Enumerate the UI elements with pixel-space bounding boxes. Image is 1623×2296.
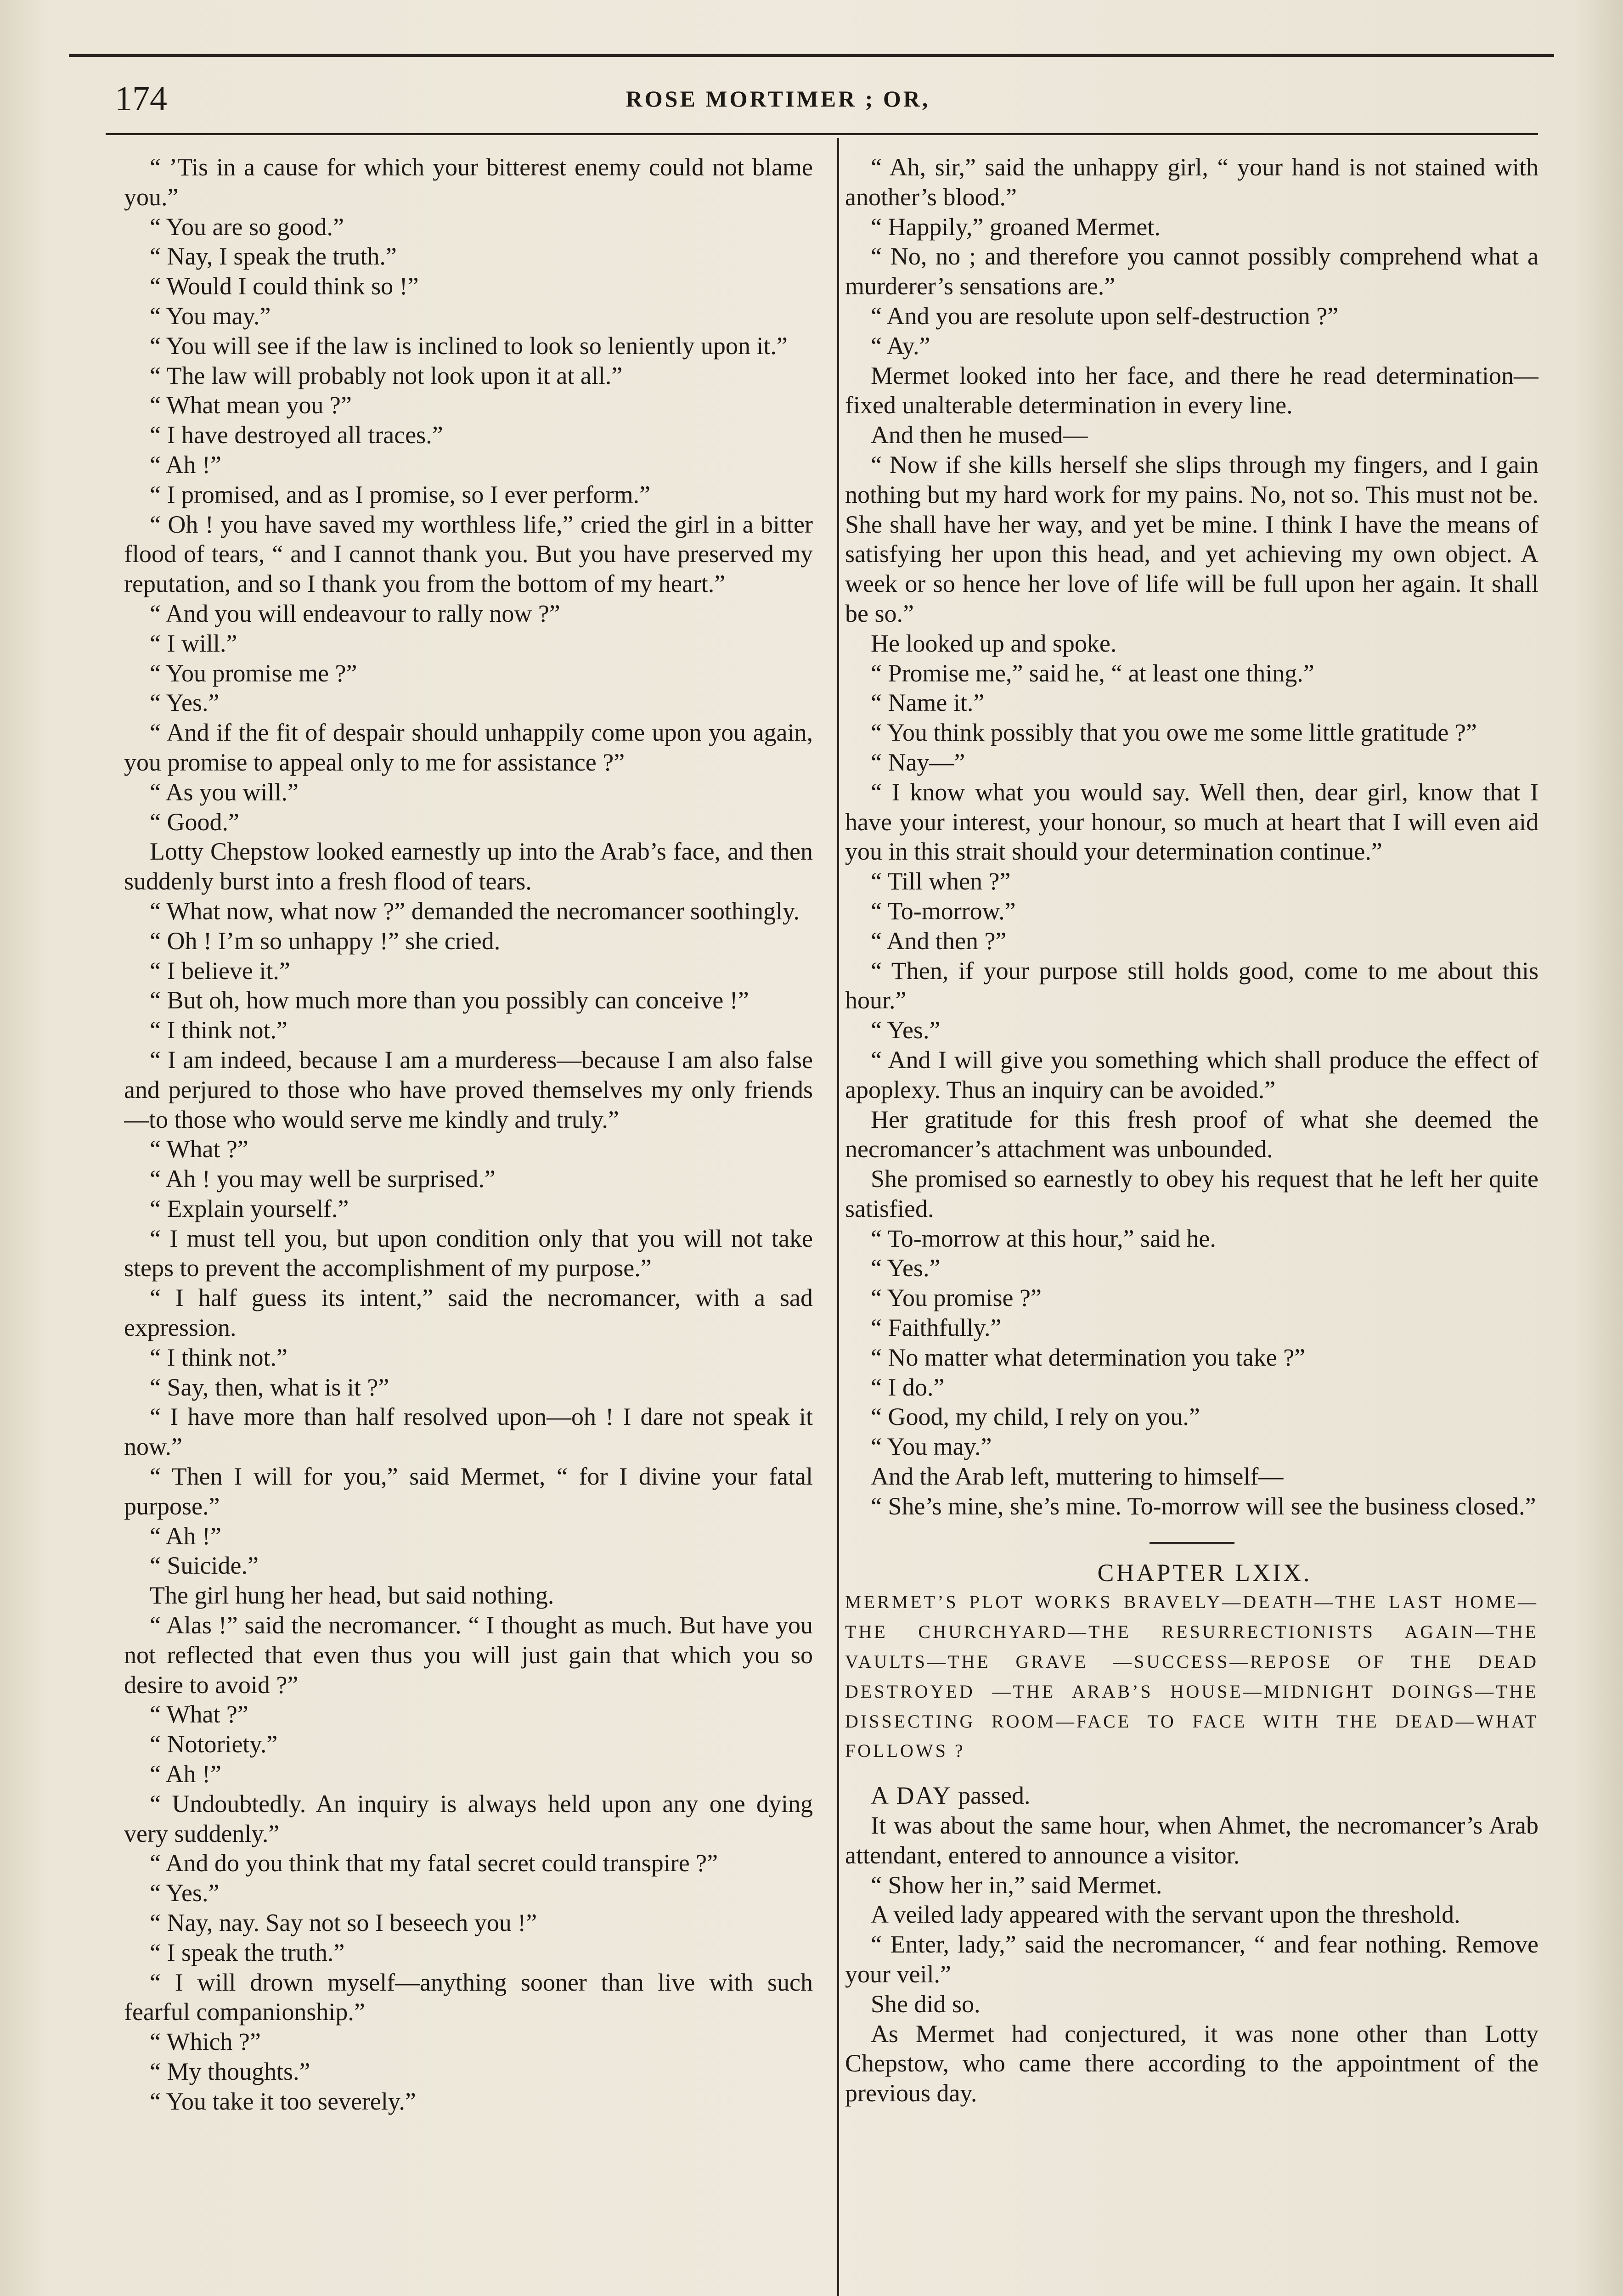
paragraph: “ Promise me,” said he, “ at least one thing.” bbox=[871, 659, 1314, 687]
paragraph: “ As you will.” bbox=[150, 778, 299, 806]
chapter-opening-rest: passed. bbox=[952, 1782, 1031, 1810]
chapter-opening-words: A DAY bbox=[871, 1782, 952, 1810]
paragraph: “ Ah !” bbox=[150, 1760, 221, 1788]
paragraph: A veiled lady appeared with the servant upon the threshold. bbox=[871, 1901, 1460, 1929]
paragraph: “ You are so good.” bbox=[150, 213, 344, 241]
paragraph: “ Then, if your purpose still holds good, come to me about this hour.” bbox=[845, 957, 1538, 1014]
paragraph: “ Show her in,” said Mermet. bbox=[871, 1871, 1162, 1899]
paragraph: “ Yes.” bbox=[871, 1016, 941, 1044]
paragraph: “ Enter, lady,” said the necromancer, “ and fear nothing. Remove your veil.” bbox=[845, 1930, 1538, 1988]
right-column-text bbox=[845, 152, 1538, 1521]
paragraph: “ Would I could think so !” bbox=[150, 272, 419, 300]
paragraph: “ Good, my child, I rely on you.” bbox=[871, 1403, 1200, 1431]
paragraph: “ Ah ! you may well be surprised.” bbox=[150, 1165, 496, 1193]
chapter-synopsis-text: MERMET’S PLOT WORKS BRAVELY—DEATH—THE LAST HOME—THE CHURCHYARD—THE RESURRECTIONISTS AGAIN—THE VAULTS—THE GRAVE —SUCCESS—REPOSE OF THE DEAD DESTROYED —THE ARAB’S HOUSE—MIDNIGHT DOINGS—THE DISSECTING ROOM—FACE TO FACE WITH THE DEAD—WHAT FOLLOWS ? bbox=[845, 1592, 1538, 1761]
paragraph: “ And you will endeavour to rally now ?” bbox=[150, 599, 560, 627]
paragraph: “ And then ?” bbox=[871, 927, 1007, 955]
column-divider bbox=[837, 138, 839, 2296]
paragraph: “ Ay.” bbox=[871, 332, 930, 360]
paragraph: “ Undoubtedly. An inquiry is always held upon any one dying very suddenly.” bbox=[124, 1790, 813, 1847]
paragraph: “ Alas !” said the necromancer. “ I thought as much. But have you not reflected that even thus you will just gain that which you so desire to avoid ?” bbox=[124, 1611, 813, 1699]
paragraph: “ Name it.” bbox=[871, 689, 985, 717]
paragraph: “ No matter what determination you take ?” bbox=[871, 1343, 1306, 1371]
paragraph: “ Suicide.” bbox=[150, 1552, 259, 1580]
paragraph: “ Happily,” groaned Mermet. bbox=[871, 213, 1161, 241]
paragraph: “ Say, then, what is it ?” bbox=[150, 1373, 389, 1401]
paragraph: “ You think possibly that you owe me some little gratitude ?” bbox=[871, 719, 1477, 747]
paragraph: “ And you are resolute upon self-destruction ?” bbox=[871, 302, 1339, 330]
paragraph: Her gratitude for this fresh proof of what she deemed the necromancer’s attachment was unbounded. bbox=[845, 1105, 1538, 1163]
paragraph: “ Ah !” bbox=[150, 1522, 221, 1550]
paragraph: “ I speak the truth.” bbox=[150, 1938, 345, 1966]
chapter-body-text bbox=[845, 1811, 1538, 2108]
paragraph: “ Nay—” bbox=[871, 748, 965, 776]
paragraph: “ My thoughts.” bbox=[150, 2058, 310, 2085]
paragraph: “ And do you think that my fatal secret could transpire ?” bbox=[150, 1849, 718, 1877]
paragraph: “ What ?” bbox=[150, 1135, 248, 1163]
paragraph: “ I promised, and as I promise, so I ever perform.” bbox=[150, 480, 651, 508]
chapter-divider-rule bbox=[1150, 1542, 1234, 1544]
paragraph: “ Good.” bbox=[150, 808, 239, 836]
paragraph: “ I think not.” bbox=[150, 1016, 287, 1044]
paragraph: “ No, no ; and therefore you cannot possibly comprehend what a murderer’s sensations are.” bbox=[845, 242, 1538, 300]
paragraph: “ I will.” bbox=[150, 629, 237, 657]
paragraph: She did so. bbox=[871, 1990, 981, 2018]
paragraph: “ You promise me ?” bbox=[150, 659, 357, 687]
paragraph: “ I will drown myself—anything sooner than live with such fearful companionship.” bbox=[124, 1968, 813, 2026]
paragraph: “ You take it too severely.” bbox=[150, 2087, 416, 2115]
paragraph: “ And I will give you something which shall produce the effect of apoplexy. Thus an inquiry can be avoided.” bbox=[845, 1046, 1538, 1103]
chapter-opening-paragraph bbox=[845, 1781, 1538, 1811]
paragraph: “ Oh ! you have saved my worthless life,” cried the girl in a bitter flood of tears, “ and I cannot thank you. But you have preserved my reputation, and so I thank you from the bottom of my heart.” bbox=[124, 510, 813, 598]
paragraph: And then he mused— bbox=[871, 421, 1088, 449]
paragraph: “ What ?” bbox=[150, 1700, 248, 1728]
paragraph: “ Nay, nay. Say not so I beseech you !” bbox=[150, 1909, 537, 1937]
paragraph: “ Yes.” bbox=[150, 1879, 220, 1907]
header-rule bbox=[106, 133, 1538, 135]
paragraph: “ Now if she kills herself she slips through my fingers, and I gain nothing but my hard work for my pains. No, not so. This must not be. She shall have her way, and yet be mine. I think I have the means of satisfying her upon this head, and yet achieving my own object. A week or so hence her love of life will be full upon her again. It shall be so.” bbox=[845, 450, 1538, 627]
top-border-rule bbox=[69, 54, 1554, 57]
paragraph: “ Nay, I speak the truth.” bbox=[150, 242, 397, 270]
paragraph: As Mermet had conjectured, it was none other than Lotty Chepstow, who came there according to the appointment of the previous day. bbox=[845, 2020, 1538, 2107]
paragraph: “ Ah, sir,” said the unhappy girl, “ your hand is not stained with another’s blood.” bbox=[845, 153, 1538, 211]
paragraph: “ I have destroyed all traces.” bbox=[150, 421, 443, 449]
running-head: ROSE MORTIMER ; OR, bbox=[626, 86, 930, 112]
paragraph: “ What now, what now ?” demanded the necromancer soothingly. bbox=[150, 897, 800, 925]
paragraph: “ Faithfully.” bbox=[871, 1314, 1002, 1342]
paragraph: Lotty Chepstow looked earnestly up into the Arab’s face, and then suddenly burst into a fresh flood of tears. bbox=[124, 838, 813, 895]
paragraph: “ To-morrow at this hour,” said he. bbox=[871, 1224, 1216, 1252]
chapter-synopsis bbox=[845, 1587, 1538, 1766]
chapter-title: CHAPTER LXIX. bbox=[1097, 1559, 1312, 1587]
paragraph: The girl hung her head, but said nothing. bbox=[150, 1581, 554, 1609]
paragraph: “ To-morrow.” bbox=[871, 897, 1016, 925]
paragraph: “ I do.” bbox=[871, 1373, 945, 1401]
paragraph: “ ’Tis in a cause for which your bitterest enemy could not blame you.” bbox=[124, 153, 813, 211]
paragraph: “ Oh ! I’m so unhappy !” she cried. bbox=[150, 927, 501, 955]
paragraph: “ Which ?” bbox=[150, 2028, 261, 2056]
paragraph: “ What mean you ?” bbox=[150, 391, 352, 419]
paragraph: “ Yes.” bbox=[871, 1254, 941, 1282]
page-number: 174 bbox=[115, 79, 167, 118]
paragraph: Mermet looked into her face, and there he read determination—fixed unalterable determination in every line. bbox=[845, 361, 1538, 419]
paragraph: “ You may.” bbox=[150, 302, 271, 330]
paragraph: “ You promise ?” bbox=[871, 1284, 1042, 1312]
left-column bbox=[124, 152, 813, 2296]
paragraph: “ I know what you would say. Well then, dear girl, know that I have your interest, your honour, so much at heart that I will even aid you in this strait should your determination continue.” bbox=[845, 778, 1538, 866]
paragraph: “ You may.” bbox=[871, 1433, 992, 1461]
paragraph: “ Then I will for you,” said Mermet, “ for I divine your fatal purpose.” bbox=[124, 1463, 813, 1520]
paragraph: “ But oh, how much more than you possibly can conceive !” bbox=[150, 986, 749, 1014]
paragraph: “ I must tell you, but upon condition only that you will not take steps to prevent the accomplishment of my purpose.” bbox=[124, 1224, 813, 1282]
paragraph: “ Notoriety.” bbox=[150, 1730, 278, 1758]
paragraph: She promised so earnestly to obey his request that he left her quite satisfied. bbox=[845, 1165, 1538, 1222]
paragraph: “ Yes.” bbox=[150, 689, 220, 717]
right-column bbox=[845, 152, 1538, 2296]
paragraph: “ I am indeed, because I am a murderess—because I am also false and perjured to those who have proved themselves my only friends—to those who would serve me kindly and truly.” bbox=[124, 1046, 813, 1133]
paragraph: “ The law will probably not look upon it at all.” bbox=[150, 361, 623, 389]
paragraph: “ You will see if the law is inclined to look so leniently upon it.” bbox=[150, 332, 788, 360]
paragraph: “ Till when ?” bbox=[871, 867, 1011, 895]
paragraph: “ I have more than half resolved upon—oh ! I dare not speak it now.” bbox=[124, 1403, 813, 1461]
paragraph: It was about the same hour, when Ahmet, the necromancer’s Arab attendant, entered to announce a visitor. bbox=[845, 1812, 1538, 1869]
paragraph: “ Explain yourself.” bbox=[150, 1194, 349, 1222]
paragraph: He looked up and spoke. bbox=[871, 629, 1117, 657]
paragraph: And the Arab left, muttering to himself— bbox=[871, 1463, 1284, 1491]
paragraph: “ I believe it.” bbox=[150, 957, 290, 985]
page-header bbox=[115, 73, 1508, 124]
paragraph: “ I half guess its intent,” said the necromancer, with a sad expression. bbox=[124, 1284, 813, 1342]
paragraph: “ And if the fit of despair should unhappily come upon you again, you promise to appeal only to me for assistance ?” bbox=[124, 719, 813, 776]
paragraph: “ I think not.” bbox=[150, 1343, 287, 1371]
paragraph: “ Ah !” bbox=[150, 450, 221, 478]
paragraph: “ She’s mine, she’s mine. To-morrow will see the business closed.” bbox=[871, 1492, 1536, 1520]
